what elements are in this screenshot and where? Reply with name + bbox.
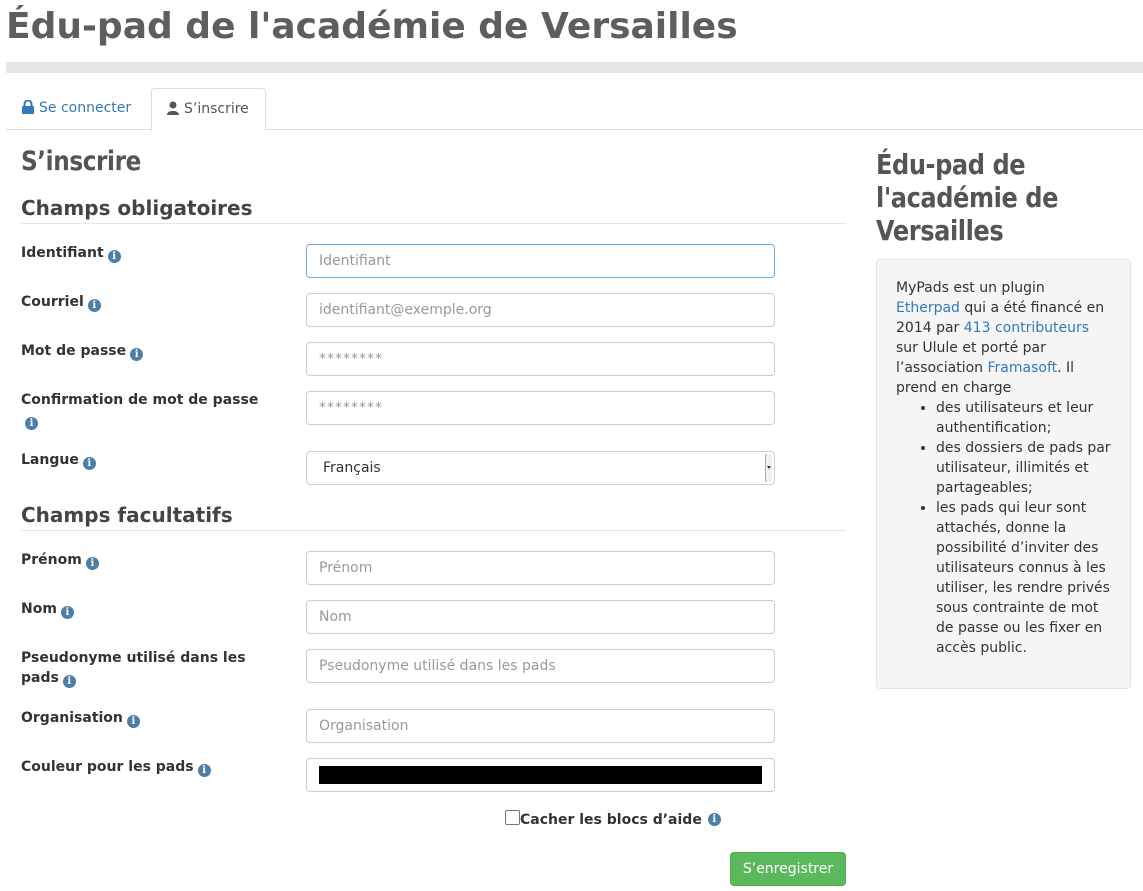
password-input[interactable] bbox=[306, 342, 775, 376]
tab-login[interactable] bbox=[22, 88, 131, 130]
organization-input[interactable] bbox=[306, 709, 775, 743]
login-label-text: Identifiant bbox=[21, 245, 104, 261]
aside-intro-text: qui a été financé en 2014 par bbox=[896, 300, 1105, 336]
aside-intro bbox=[896, 278, 1111, 398]
page-title: S’inscrire bbox=[21, 146, 141, 177]
lang-label bbox=[21, 450, 271, 470]
color-label-text: Couleur pour les pads bbox=[21, 759, 194, 775]
aside-info-box bbox=[876, 259, 1131, 689]
tab-register-label: S’inscrire bbox=[184, 101, 249, 117]
list-item: • les pads qui leur sont attachés, donne la possibilité d’inviter des utilisateurs connus à les utiliser, les rendre privés sous contrainte de mot de passe ou les fixer en accès public. bbox=[936, 498, 1111, 658]
list-item: • des utilisateurs et leur authentification; bbox=[936, 398, 1111, 438]
color-swatch bbox=[319, 766, 762, 784]
password-confirm-label bbox=[21, 390, 271, 430]
info-icon[interactable]: i bbox=[130, 348, 143, 361]
password-label-text: Mot de passe bbox=[21, 343, 127, 359]
aside-intro-text: MyPads est un plugin bbox=[896, 280, 1045, 296]
info-icon[interactable]: i bbox=[708, 813, 721, 826]
lang-select[interactable] bbox=[306, 451, 775, 485]
aside-intro-text: . Il prend en charge bbox=[896, 360, 1075, 396]
auth-tabs bbox=[6, 88, 1143, 130]
tab-login-label: Se connecter bbox=[39, 100, 132, 116]
organization-label-text: Organisation bbox=[21, 710, 123, 726]
hide-help-option bbox=[505, 810, 721, 828]
email-label-text: Courriel bbox=[21, 294, 84, 310]
email-input[interactable] bbox=[306, 293, 775, 327]
info-icon[interactable]: i bbox=[127, 715, 140, 728]
firstname-label bbox=[21, 550, 271, 570]
register-button[interactable]: S’enregistrer bbox=[730, 852, 846, 886]
section-title-optional: Champs facultatifs bbox=[21, 502, 846, 531]
email-label bbox=[21, 292, 271, 312]
pseudo-label bbox=[21, 648, 261, 688]
aside-title: Édu-pad de l'académie de Versailles bbox=[876, 148, 1059, 247]
lastname-input[interactable] bbox=[306, 600, 775, 634]
info-icon[interactable]: i bbox=[61, 606, 74, 619]
contributors-link[interactable]: 413 contributeurs bbox=[963, 320, 1089, 336]
section-title-mandatory: Champs obligatoires bbox=[21, 195, 846, 224]
login-input[interactable] bbox=[306, 244, 775, 278]
lastname-label bbox=[21, 599, 271, 619]
password-label bbox=[21, 341, 271, 361]
info-icon[interactable]: i bbox=[25, 417, 38, 430]
user-icon bbox=[167, 101, 179, 115]
lang-select-value: Français bbox=[323, 460, 381, 476]
color-picker[interactable] bbox=[306, 758, 775, 792]
etherpad-link[interactable]: Etherpad bbox=[896, 300, 960, 316]
info-icon[interactable]: i bbox=[88, 299, 101, 312]
color-label bbox=[21, 757, 271, 777]
info-icon[interactable]: i bbox=[63, 675, 76, 688]
firstname-input[interactable] bbox=[306, 551, 775, 585]
tab-register[interactable] bbox=[151, 88, 266, 131]
site-title: Édu-pad de l'académie de Versailles bbox=[6, 6, 738, 47]
pseudo-input[interactable] bbox=[306, 649, 775, 683]
info-icon[interactable]: i bbox=[198, 764, 211, 777]
info-icon[interactable]: i bbox=[108, 250, 121, 263]
lastname-label-text: Nom bbox=[21, 601, 57, 617]
hide-help-checkbox[interactable] bbox=[505, 810, 520, 825]
password-confirm-label-text: Confirmation de mot de passe bbox=[21, 392, 259, 408]
select-arrow-icon[interactable] bbox=[765, 454, 772, 482]
hide-help-label[interactable]: Cacher les blocs d’aide bbox=[520, 812, 702, 828]
password-confirm-input[interactable] bbox=[306, 391, 775, 425]
info-icon[interactable]: i bbox=[86, 557, 99, 570]
list-item: • des dossiers de pads par utilisateur, illimités et partageables; bbox=[936, 438, 1111, 498]
info-icon[interactable]: i bbox=[83, 457, 96, 470]
aside-intro-text: sur Ulule et porté par l’association bbox=[896, 340, 1046, 376]
firstname-label-text: Prénom bbox=[21, 552, 82, 568]
login-label bbox=[21, 243, 271, 263]
lock-icon bbox=[22, 100, 34, 114]
lang-label-text: Langue bbox=[21, 452, 79, 468]
framasoft-link[interactable]: Framasoft bbox=[987, 360, 1058, 376]
aside-feature-list bbox=[917, 398, 1111, 658]
organization-label bbox=[21, 708, 271, 728]
pseudo-label-text: Pseudonyme utilisé dans les pads bbox=[21, 650, 246, 686]
title-divider-bar bbox=[6, 62, 1143, 73]
